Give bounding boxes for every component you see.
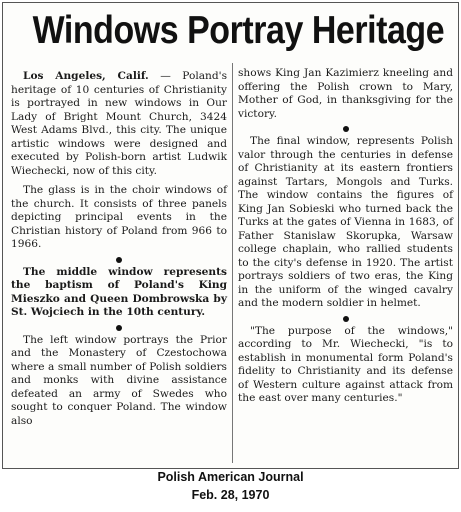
publication-name: Polish American Journal [157,470,304,484]
article-column-left [11,70,227,428]
paragraph-intro [11,70,227,178]
column-divider [232,63,233,463]
article-column-right [238,67,453,406]
dateline: Los Angeles, Calif. [23,70,149,82]
paragraph-left-window: The left window portrays the Prior and the Monastery of Czestochowa where a small number of Polish soldiers and monks with divine assistance defeated an army of Swedes who sought to conquer Poland. The window also [11,333,227,427]
newspaper-clipping [2,2,459,469]
bullet-dot [116,257,122,263]
paragraph-purpose-quote: "The purpose of the windows," according to Mr. Wiechecki, "is to establish in monumental form Poland's fidelity to Christianity and its defense of Western culture against attack from the east over many centuries." [238,324,453,404]
publication-date: Feb. 28, 1970 [191,488,270,502]
bullet-dot [116,325,122,331]
paragraph-choir-windows: The glass is in the choir windows of the church. It consists of three panels depicting principal events in the Christian history of Poland from 966 to 1966. [11,184,227,250]
bullet-dot [343,316,349,322]
headline: Windows Portray Heritage [32,9,445,52]
paragraph-final-window: The final window, represents Polish valor through the centuries in defense of Christianity at its eastern frontiers against Tartars, Mongols and Turks. The window contains the figures of King Jan Sobieski who turned back the Turks at the gates of Vienna in 1683, of Father Stanislaw Skorupka, Warsaw college chaplain, who rallied students to the city's defense in 1920. The artist portrays soldiers of two eras, the King in the uniform of the winged cavalry and the modern soldier in helmet. [238,135,453,309]
intro-text: — Poland's heritage of 10 centuries of Christianity is portrayed in new windows in Our Lady of Bright Mount Church, 3424 West Adams Blvd., this city. The unique artistic windows were designed and executed by Polish-born artist Ludwik Wiechecki, now of this city. [11,70,227,177]
paragraph-kazimierz: shows King Jan Kazimierz kneeling and offering the Polish crown to Mary, Mother of God, in thanksgiving for the victory. [238,67,453,120]
paragraph-middle-window: The middle window represents the baptism of Poland's King Mieszko and Queen Dombrowska by St. Wojciech in the 10th century. [11,265,227,318]
bullet-dot [343,126,349,132]
